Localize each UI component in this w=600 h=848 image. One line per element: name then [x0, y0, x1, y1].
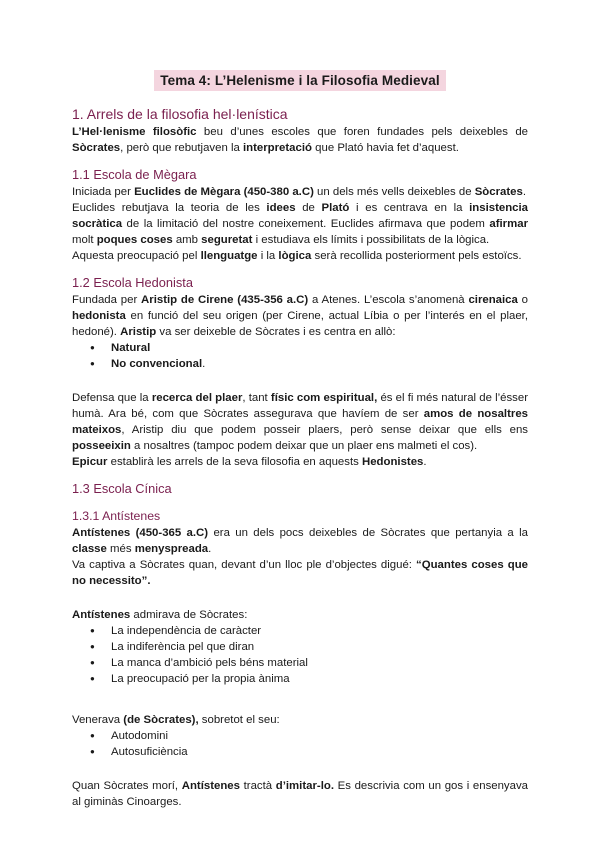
- section-1-3-1-paragraph-3: [72, 607, 528, 623]
- section-1-3-1-paragraph-2: [72, 557, 528, 589]
- list-item: [107, 623, 528, 639]
- section-1-2-paragraph-3: [72, 454, 528, 470]
- text-run: molt: [72, 234, 97, 246]
- list-item: [107, 356, 528, 372]
- bold-text: hedonista: [72, 310, 126, 322]
- text-run: , però que rebutjaven la: [120, 142, 243, 154]
- text-run: més: [106, 543, 135, 555]
- text-run: .: [522, 186, 526, 198]
- text-run: , Aristip diu que podem posseir plaers, però sense deixar que ells ens: [121, 424, 528, 436]
- text-run: establirà les arrels de la seva filosofia en aquests: [107, 456, 362, 468]
- text-run: Euclides rebutjava la teoria de les: [72, 202, 267, 214]
- bold-text: poques coses: [96, 234, 173, 246]
- list-item: [107, 655, 528, 671]
- text-run: va ser deixeble de Sòcrates i es centra en allò:: [156, 326, 396, 338]
- text-run: serà recollida posteriorment pels estoïcs.: [311, 250, 522, 262]
- bold-text: Aristip: [120, 326, 157, 338]
- text-run: i la: [257, 250, 279, 262]
- text-run: Es descrivia com un gos i ensenyava al giminàs Cinoarges.: [72, 780, 528, 808]
- text-run: Iniciada per: [72, 186, 135, 198]
- bold-text: llenguatge: [200, 250, 258, 262]
- bold-text: d’imitar-lo.: [275, 780, 334, 792]
- bold-text: físic com espiritual,: [270, 392, 378, 404]
- section-heading-1-1: 1.1 Escola de Mègara: [72, 167, 197, 182]
- bold-text: idees: [266, 202, 296, 214]
- bold-text: amos de nosaltres mateixos: [72, 408, 528, 436]
- section-1-2-paragraph-1: [72, 292, 528, 340]
- list-item: [107, 639, 528, 655]
- bold-text: cirenaica: [468, 294, 518, 306]
- bold-text: lògica: [278, 250, 312, 262]
- text-run: tractà: [239, 780, 276, 792]
- list-item: [107, 744, 528, 760]
- bold-text: Antístenes: [181, 780, 240, 792]
- text-run: Va captiva a Sòcrates quan, devant d’un lloc ple d’objectes digué:: [72, 559, 417, 571]
- bold-text: (de Sòcrates),: [123, 714, 199, 726]
- bold-text: afirmar: [489, 218, 528, 230]
- text-run: Autodomini: [111, 730, 168, 742]
- bold-text: Aristip de Cirene (435-356 a.C): [141, 294, 309, 306]
- bold-text: No convencional: [111, 358, 203, 370]
- text-run: sobretot el seu:: [198, 714, 280, 726]
- document-title: Tema 4: L’Helenisme i la Filosofia Medieval: [154, 70, 445, 91]
- text-run: Quan Sòcrates morí,: [72, 780, 182, 792]
- list-item: [107, 671, 528, 687]
- text-run: La preocupació per la propia ànima: [111, 673, 290, 685]
- section-heading-1-3-1: 1.3.1 Antístenes: [72, 509, 161, 523]
- bold-text: posseeixin: [72, 440, 131, 452]
- bold-text: menyspreada: [134, 543, 209, 555]
- text-run: Aquesta preocupació pel: [72, 250, 201, 262]
- text-run: La independència de caràcter: [111, 625, 262, 637]
- text-run: Venerava: [72, 714, 124, 726]
- bold-text: Sòcrates: [474, 186, 523, 198]
- text-run: un dels més vells deixebles de: [313, 186, 475, 198]
- bold-text: Plató: [321, 202, 350, 214]
- text-run: .: [208, 543, 212, 555]
- section-heading-1: 1. Arrels de la filosofia hel·lenística: [72, 106, 288, 122]
- text-run: i estudiava els límits i possibilitats de la lògica.: [252, 234, 490, 246]
- bold-text: classe: [72, 543, 107, 555]
- text-run: .: [423, 456, 427, 468]
- text-run: Autosuficiència: [111, 746, 188, 758]
- bold-text: interpretació: [242, 142, 312, 154]
- section-heading-1-3: 1.3 Escola Cínica: [72, 481, 172, 496]
- bold-text: L’Hel·lenisme filosòfic: [72, 126, 197, 138]
- bold-text: Natural: [111, 342, 151, 354]
- section-1-2-paragraph-2: [72, 390, 528, 454]
- bold-text: seguretat: [201, 234, 253, 246]
- section-1-1-paragraph-1: [72, 184, 528, 200]
- section-1-3-1-list-1: [72, 623, 528, 687]
- section-1-3-1-paragraph-5: [72, 778, 528, 810]
- text-run: que Plató havia fet d’aquest.: [311, 142, 459, 154]
- section-1-paragraph: [72, 124, 528, 156]
- section-heading-1-2: 1.2 Escola Hedonista: [72, 275, 193, 290]
- title-block: [72, 70, 528, 91]
- bold-text: Antístenes: [72, 609, 131, 621]
- text-run: La manca d’ambició pels béns material: [111, 657, 308, 669]
- text-run: i es centrava en la: [349, 202, 470, 214]
- section-1-1-paragraph-2: [72, 200, 528, 248]
- bold-text: Epicur: [72, 456, 108, 468]
- text-run: Defensa que la: [72, 392, 152, 404]
- bold-text: Antístenes (450-365 a.C): [72, 527, 209, 539]
- bold-text: insistencia socràtica: [72, 202, 528, 230]
- bold-text: recerca del plaer: [151, 392, 243, 404]
- bold-text: Sòcrates: [72, 142, 121, 154]
- section-1-1-paragraph-3: [72, 248, 528, 264]
- list-item: [107, 728, 528, 744]
- text-run: o: [517, 294, 528, 306]
- section-1-3-1-paragraph-1: [72, 525, 528, 557]
- text-run: de la limitació del nostre coneixement. Euclides afirmava que podem: [122, 218, 490, 230]
- bold-text: “Quantes coses que no necessito”.: [72, 559, 528, 587]
- list-item: [107, 340, 528, 356]
- text-run: a Atenes. L’escola s’anomenà: [308, 294, 469, 306]
- section-1-2-list: [72, 340, 528, 372]
- section-1-3-1-paragraph-4: [72, 712, 528, 728]
- text-run: de: [295, 202, 322, 214]
- text-run: a nosaltres (tampoc podem deixar que un plaer ens malmeti el cos).: [130, 440, 478, 452]
- text-run: beu d’unes escoles que foren fundades pels deixebles de: [196, 126, 528, 138]
- bold-text: Hedonistes: [361, 456, 424, 468]
- text-run: és el fi més natural de l’ésser humà. Ara bé, com que Sòcrates assegurava que havíem de ser: [72, 392, 528, 420]
- text-run: amb: [172, 234, 202, 246]
- bold-text: Euclides de Mègara (450-380 a.C): [134, 186, 314, 198]
- text-run: Fundada per: [72, 294, 142, 306]
- text-run: .: [202, 358, 206, 370]
- text-run: , tant: [242, 392, 271, 404]
- text-run: admirava de Sòcrates:: [130, 609, 248, 621]
- section-1-3-1-list-2: [72, 728, 528, 760]
- text-run: era un dels pocs deixebles de Sòcrates que pertanyia a la: [208, 527, 528, 539]
- text-run: en funció del seu origen (per Cirene, actual Líbia o per l’interés en el plaer, hedoné).: [72, 310, 528, 338]
- document-page: [72, 70, 528, 810]
- text-run: La indiferència pel que diran: [111, 641, 255, 653]
